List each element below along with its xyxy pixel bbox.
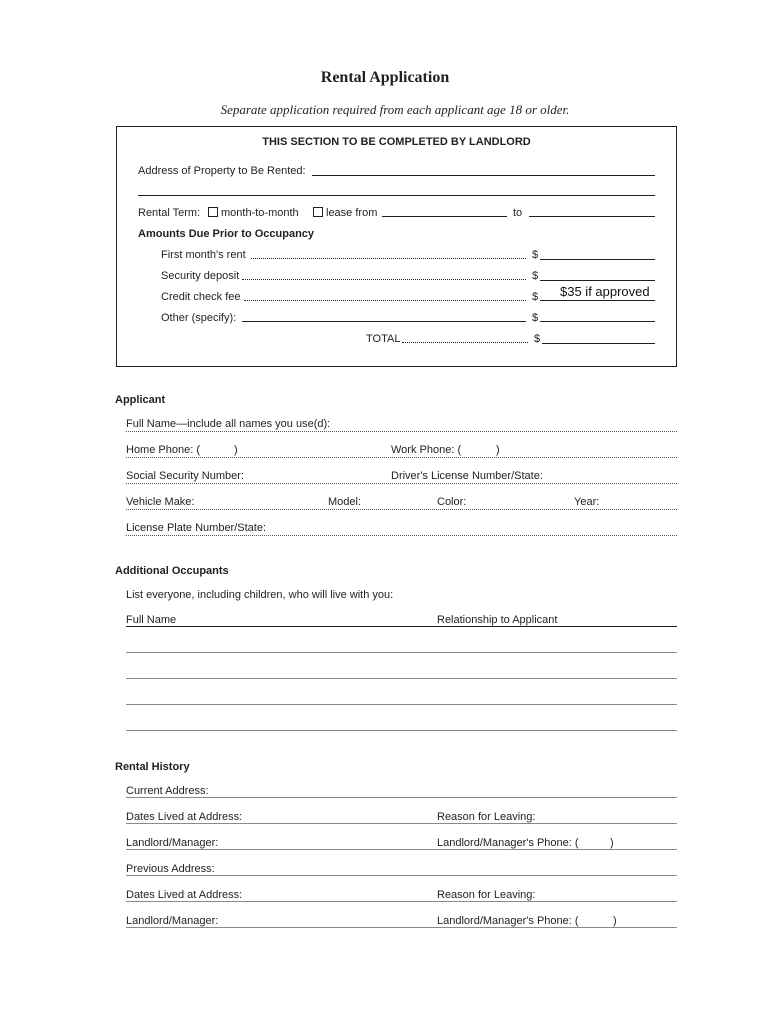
plate-label: License Plate Number/State:	[126, 522, 267, 534]
current-address-field[interactable]	[126, 797, 677, 798]
other-specify-field[interactable]	[242, 321, 526, 322]
current-address-label: Current Address:	[126, 785, 209, 797]
full-name-field[interactable]	[126, 431, 677, 432]
other-amount-field[interactable]	[540, 321, 655, 322]
rental-term-label: Rental Term:	[138, 207, 201, 219]
first-rent-leader	[251, 258, 526, 259]
landlord-field-2[interactable]	[126, 927, 677, 928]
first-rent-label: First month's rent	[161, 249, 246, 261]
previous-address-field[interactable]	[126, 875, 677, 876]
page-title: Rental Application	[320, 69, 450, 86]
credit-check-label: Credit check fee	[161, 291, 241, 303]
amounts-heading: Amounts Due Prior to Occupancy	[138, 228, 315, 240]
dates-reason-field[interactable]	[126, 823, 677, 824]
security-deposit-leader	[242, 279, 526, 280]
home-phone-label: Home Phone: (	[126, 444, 200, 456]
landlord-manager-label: Landlord/Manager:	[126, 837, 219, 849]
dates-reason-field-2[interactable]	[126, 901, 677, 902]
first-rent-dollar: $	[532, 249, 539, 261]
reason-leaving-label-2: Reason for Leaving:	[437, 889, 536, 901]
page-subtitle: Separate application required from each applicant age 18 or older.	[220, 102, 570, 117]
total-leader	[402, 342, 528, 343]
reason-leaving-label: Reason for Leaving:	[437, 811, 536, 823]
ssn-label: Social Security Number:	[126, 470, 244, 482]
property-address-field[interactable]	[312, 175, 655, 176]
other-label: Other (specify):	[161, 312, 237, 324]
property-address-field-2[interactable]	[138, 195, 655, 196]
landlord-phone-close-2: )	[613, 915, 617, 927]
credit-check-dollar: $	[532, 291, 539, 303]
year-label: Year:	[574, 496, 600, 508]
lease-from-label: lease from	[326, 207, 378, 219]
landlord-phone-label-2: Landlord/Manager's Phone: (	[437, 915, 579, 927]
credit-check-value[interactable]: $35 if approved	[560, 284, 650, 299]
occupant-row[interactable]	[126, 730, 677, 731]
month-to-month-option[interactable]	[208, 207, 299, 220]
occupants-col-name: Full Name	[126, 614, 177, 626]
occupant-row[interactable]	[126, 704, 677, 705]
landlord-manager-label-2: Landlord/Manager:	[126, 915, 219, 927]
vehicle-make-label: Vehicle Make:	[126, 496, 195, 508]
phone-field[interactable]	[126, 457, 677, 458]
vehicle-field[interactable]	[126, 509, 677, 510]
landlord-section	[116, 126, 677, 367]
month-to-month-checkbox[interactable]	[208, 207, 218, 217]
security-deposit-label: Security deposit	[161, 270, 240, 282]
month-to-month-label: month-to-month	[221, 207, 299, 219]
landlord-section-heading: THIS SECTION TO BE COMPLETED BY LANDLORD	[262, 136, 531, 148]
landlord-phone-label: Landlord/Manager's Phone: (	[437, 837, 579, 849]
occupants-heading: Additional Occupants	[115, 565, 229, 577]
property-address-label: Address of Property to Be Rented:	[138, 165, 306, 177]
model-label: Model:	[328, 496, 362, 508]
occupants-header-rule	[126, 626, 677, 627]
occupants-col-relationship: Relationship to Applicant	[437, 614, 558, 626]
plate-field[interactable]	[126, 535, 677, 536]
security-deposit-dollar: $	[532, 270, 539, 282]
work-phone-close: )	[496, 444, 500, 456]
applicant-heading: Applicant	[115, 394, 166, 406]
home-phone-close: )	[234, 444, 238, 456]
total-field[interactable]	[542, 343, 655, 344]
lease-checkbox[interactable]	[313, 207, 323, 217]
dates-lived-label: Dates Lived at Address:	[126, 811, 243, 823]
landlord-phone-close: )	[610, 837, 614, 849]
lease-to-label: to	[513, 207, 523, 219]
occupant-row[interactable]	[126, 678, 677, 679]
credit-check-leader	[244, 300, 526, 301]
ssn-license-field[interactable]	[126, 483, 677, 484]
previous-address-label: Previous Address:	[126, 863, 215, 875]
lease-option[interactable]	[313, 207, 377, 220]
first-rent-field[interactable]	[540, 259, 655, 260]
occupants-instruction: List everyone, including children, who will live with you:	[126, 589, 394, 601]
rental-history-heading: Rental History	[115, 761, 190, 773]
total-label: TOTAL	[366, 333, 401, 345]
credit-check-field[interactable]	[540, 300, 655, 301]
work-phone-label: Work Phone: (	[391, 444, 462, 456]
full-name-label: Full Name—include all names you use(d):	[126, 418, 331, 430]
total-dollar: $	[534, 333, 541, 345]
occupant-row[interactable]	[126, 652, 677, 653]
color-label: Color:	[437, 496, 467, 508]
security-deposit-field[interactable]	[540, 280, 655, 281]
landlord-field[interactable]	[126, 849, 677, 850]
other-dollar: $	[532, 312, 539, 324]
license-label: Driver's License Number/State:	[391, 470, 543, 482]
dates-lived-label-2: Dates Lived at Address:	[126, 889, 243, 901]
lease-from-field[interactable]	[382, 216, 507, 217]
lease-to-field[interactable]	[529, 216, 655, 217]
